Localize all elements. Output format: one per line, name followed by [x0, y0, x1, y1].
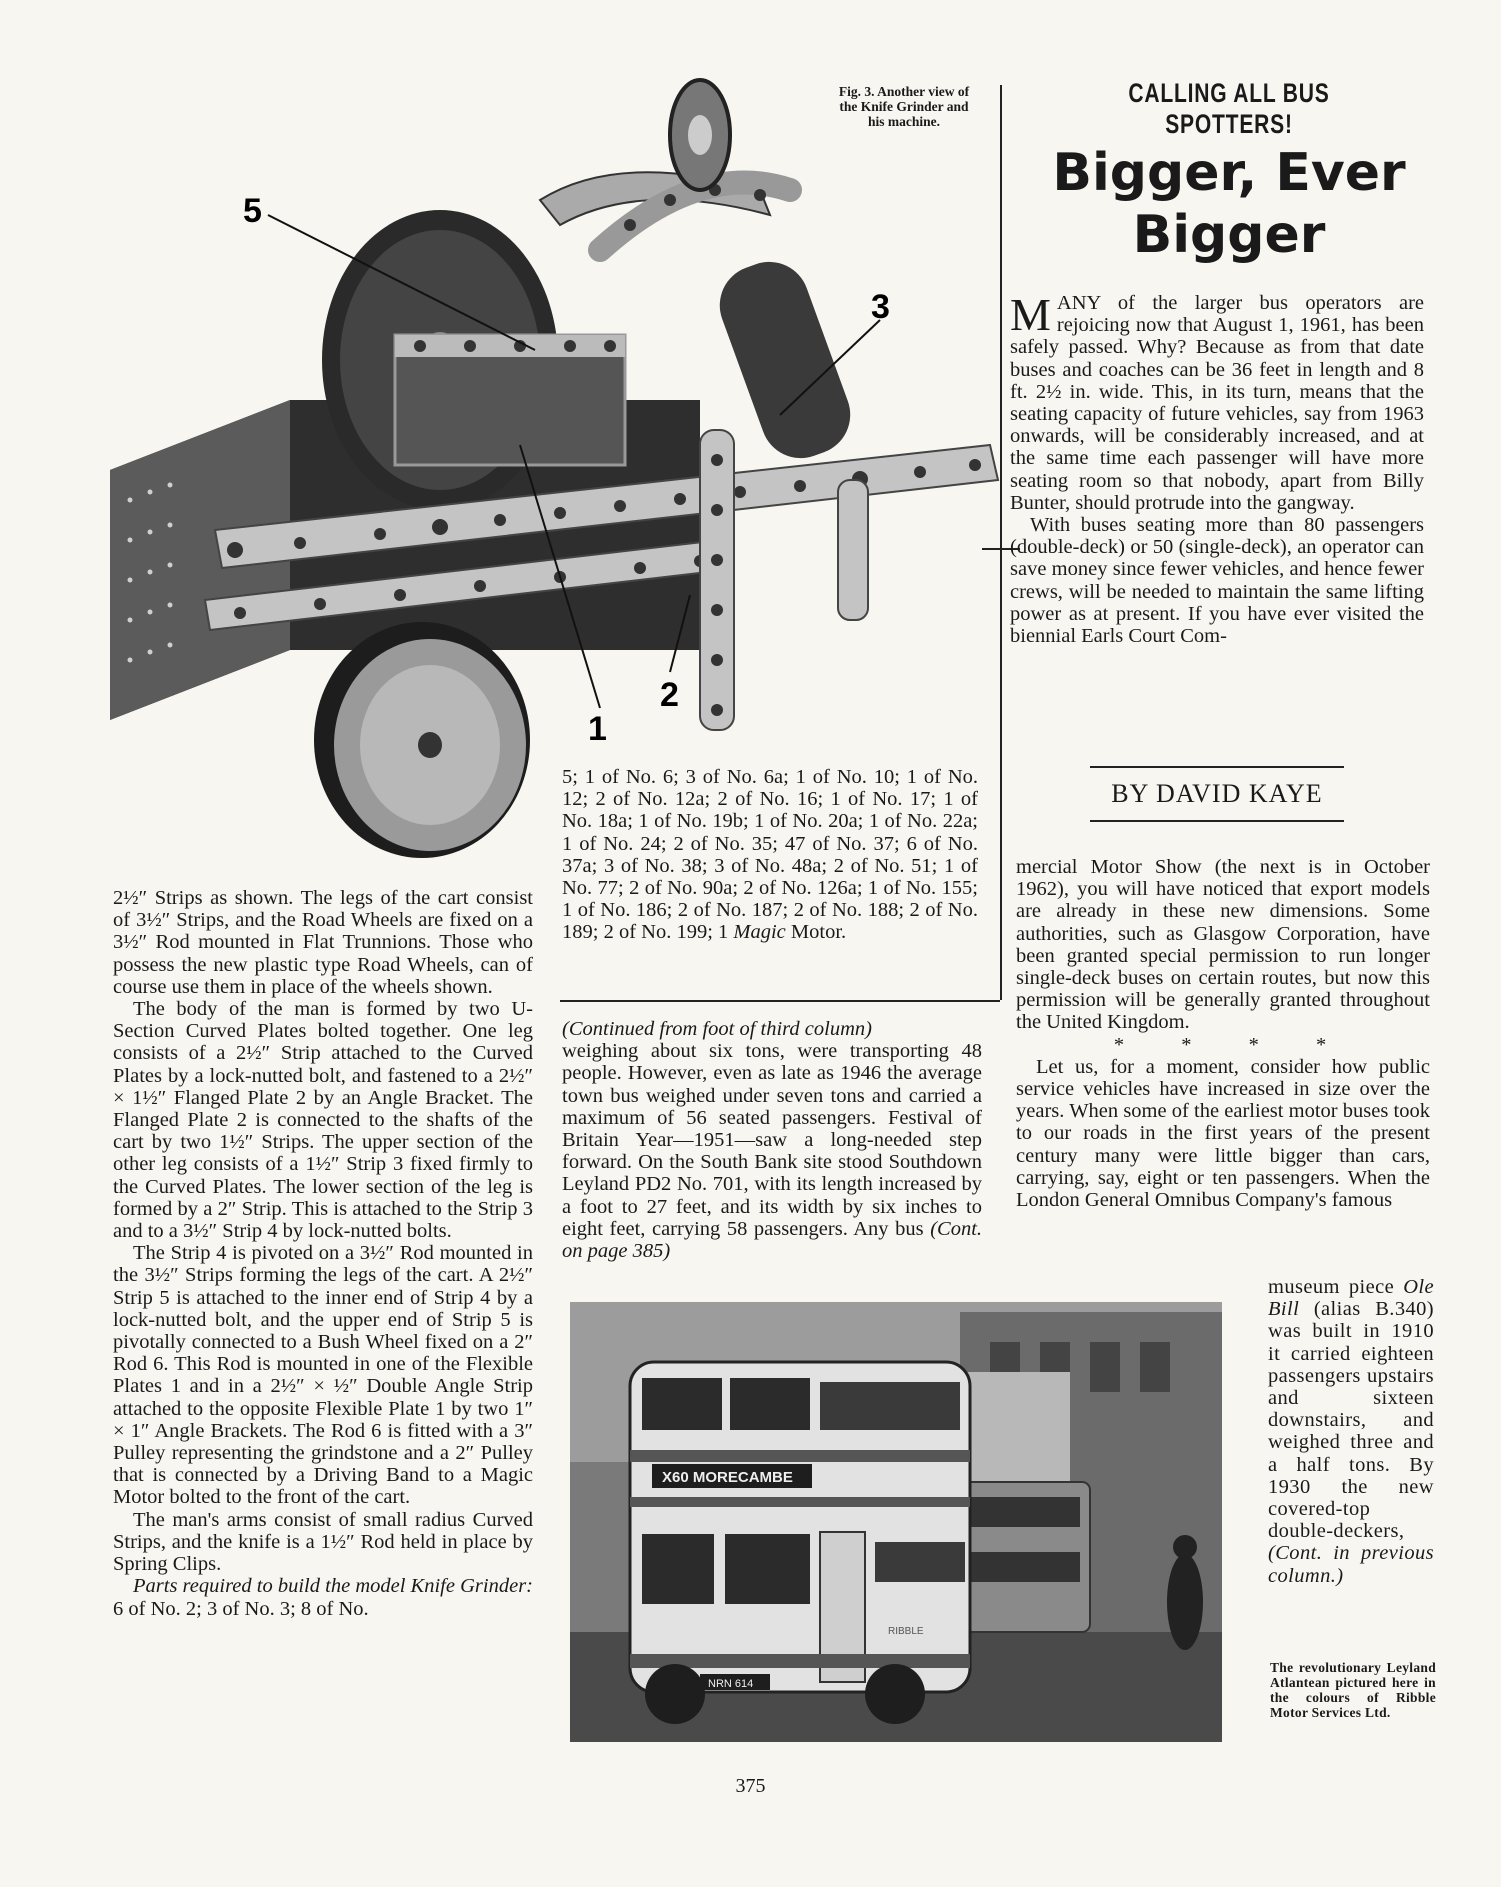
left-paragraph-4: The man's arms consist of small radius Curved Strips, and the knife is a 1½″ Rod held in place by Spring Clips.: [113, 1508, 533, 1576]
parts-continued-text: 5; 1 of No. 6; 3 of No. 6a; 1 of No. 10; 1 of No. 12; 2 of No. 12a; 2 of No. 16; 1 of No. 17; 1 of No. 18a; 1 of No. 19b; 1 of No. 20a; 1 of No. 22a; 1 of No. 24; 2 of No. 35; 47 of No. 37; 6 of No. 37a; 3 of No. 38; 3 of No. 48a; 2 of No. 51; 1 of No. 77; 2 of No. 90a; 2 of No. 126a; 1 of No. 155; 1 of No. 186; 2 of No. 187; 2 of No. 188; 2 of No. 189; 2 of No. 199; 1: [562, 766, 978, 944]
intro-paragraph: [1010, 289, 1424, 648]
bus-photo: [570, 1302, 1222, 1742]
byline: BY DAVID KAYE: [1090, 766, 1344, 822]
parts-list-continued: [562, 766, 978, 944]
right-paragraph-4: Let us, for a moment, consider how public service vehicles have increased in size over the years. When some of the earliest motor buses took to our roads in the first years of the present century many were little bigger than cars, carrying, say, eight or ten passengers. When the London General Omnibus Company's famous: [1016, 1055, 1430, 1212]
continued-text: weighing about six tons, were transporting 48 people. However, even as late as 1946 the average town bus weighed under seven tons and carried a maximum of 56 seated passengers. Festival of Britain Year—1951—saw a long-needed step forward. On the South Bank site stood Southdown Leyland PD2 No. 701, with its length increased by a foot to 27 feet, and its width by six inches to eight feet, carrying 58 passengers. Any bus: [562, 1040, 982, 1240]
narrow-ref: (Cont. in previous column.): [1268, 1542, 1434, 1587]
continued-label: (Continued from foot of third column): [562, 1018, 872, 1040]
callout-2: 2: [660, 676, 679, 714]
ole-bill: Ole Bill: [1268, 1276, 1435, 1321]
parts-magic: Magic: [733, 921, 786, 944]
bus-fleet-name: RIBBLE: [888, 1626, 924, 1637]
continued-story: [562, 1018, 982, 1262]
right-column-lower: [1016, 856, 1430, 1211]
callout-3: 3: [871, 288, 890, 326]
narrow-text-b: (alias B.340) was built in 1910 it carried eighteen passengers upstairs and sixteen downstairs, and weighed three and a half tons. By 1930 the new covered-top double-deckers,: [1268, 1298, 1434, 1543]
photo-caption: The revolutionary Leyland Atlantean pictured here in the colours of Ribble Motor Services Ltd.: [1270, 1660, 1436, 1720]
headline: Bigger, Ever Bigger: [1052, 143, 1406, 265]
narrow-column: [1268, 1276, 1434, 1587]
parts-box-rule: [560, 1000, 1000, 1002]
callout-5: 5: [243, 192, 262, 230]
section-separator: * * * *: [1113, 1033, 1353, 1056]
right-paragraph-3: mercial Motor Show (the next is in October 1962), you will have noticed that export models are already in these new dimensions. Some authorities, such as Glasgow Corporation, have been granted special permission to run longer single-deck buses on certain routes, but now this permission will be generally granted throughout the United Kingdom.: [1016, 856, 1430, 1034]
kicker: CALLING ALL BUS SPOTTERS!: [1128, 78, 1330, 139]
page-number: 375: [735, 1775, 766, 1797]
left-paragraph-2: The body of the man is formed by two U-Section Curved Plates bolted together. One leg consists of a 2½″ Strip attached to the Curved Plates by a lock-nutted bolt, and fastened to a 2½″ × 1½″ Flanged Plate 2 by an Angle Bracket. The Flanged Plate 2 is connected to the shafts of the cart by two 1½″ Strips. The upper section of the other leg consists of a 1½″ Strip 3 fixed firmly to the Curved Plates. The lower section of the leg is formed by a 2″ Strip. This is attached to the Strip 3 and to a 3½″ Strip 4 by lock-nutted bolts.: [113, 998, 533, 1243]
left-paragraph-1: 2½″ Strips as shown. The legs of the cart consist of 3½″ Strips, and the Road Wheels are fixed on a 3½″ Rod mounted in Flat Trunnions. Those who possess the new plastic type Road Wheels, can of course use them in place of the wheels shown.: [113, 887, 533, 998]
figure-caption: Fig. 3. Another view of the Knife Grinder and his machine.: [838, 84, 970, 129]
left-column: [113, 887, 533, 1620]
bus-plate: NRN 614: [708, 1678, 754, 1690]
right-paragraph-2: With buses seating more than 80 passengers (double-deck) or 50 (single-deck), an operator can save money since fewer vehicles, and hence fewer crews, will be needed to maintain the same lifting power as at present. If you have ever visited the biennial Earls Court Com-: [1010, 514, 1424, 648]
parts-label: Parts required to build the model Knife Grinder:: [133, 1575, 533, 1598]
narrow-text-a: museum piece: [1268, 1276, 1395, 1298]
left-paragraph-3: The Strip 4 is pivoted on a 3½″ Rod mounted in the 3½″ Strips forming the legs of the cart. A 2½″ Strip 5 is attached to the inner end of Strip 4 by a lock-nutted bolt, and the upper end of Strip 5 is pivotally connected to a Bush Wheel fixed on a 2″ Rod 6. This Rod is mounted in one of the Flexible Plates 1 and in a 2½″ × ½″ Double Angle Strip attached to the opposite Flexible Plate 1 by two 1″ × 1″ Angle Brackets. The Rod 6 is fitted with a 3″ Pulley representing the grindstone and a 2″ Pulley that is connected by a Driving Band to a Magic Motor bolted to the front of the cart.: [113, 1242, 533, 1509]
callout-1: 1: [588, 710, 607, 748]
parts-list-start: [113, 1575, 533, 1619]
parts-motor: Motor.: [785, 921, 847, 944]
bus-destination: X60 MORECAMBE: [662, 1469, 793, 1486]
continued-ref: (Cont. on page 385): [562, 1217, 983, 1263]
column-rule: [1000, 85, 1002, 1000]
parts-text: 6 of No. 2; 3 of No. 3; 8 of No.: [113, 1597, 369, 1620]
intro-text: ANY of the larger bus operators are rejoicing now that August 1, 1961, has been safely passed. Why? Because as from that date buses and coaches can be 36 feet in length and 8 ft. 2½ in. wide. This, in its turn, means that the seating capacity of future vehicles, say from 1963 onwards, will be considerably increased, and at the same time each passenger will have more seating room so that nobody, apart from Billy Bunter, should protrude into the gangway.: [1010, 292, 1424, 514]
drop-cap: M: [1010, 289, 1051, 340]
